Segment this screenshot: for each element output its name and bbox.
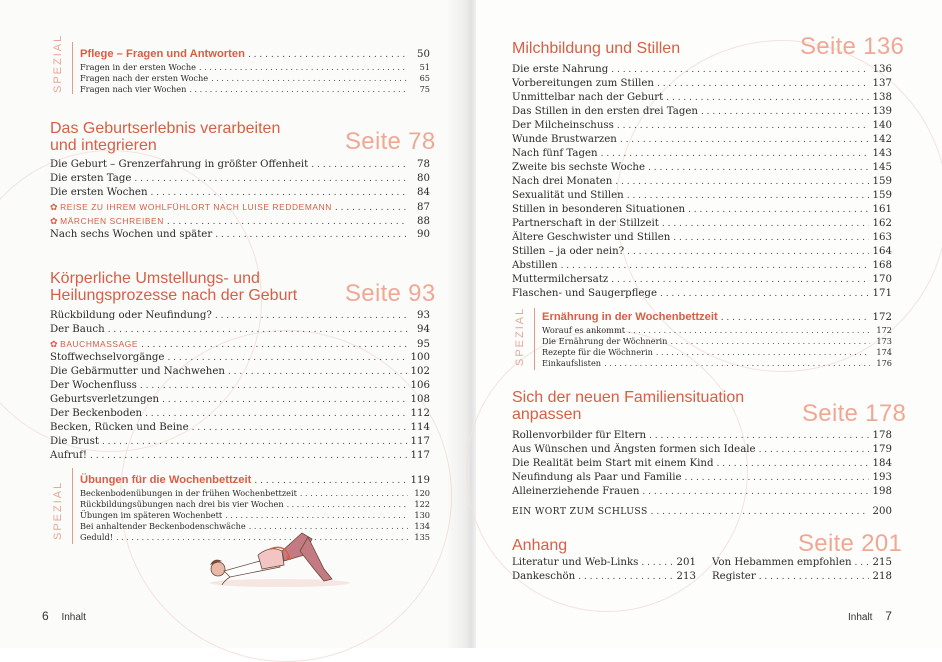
toc-entry[interactable]: Das Stillen in den ersten drei Tagen . . . 139 — [512, 105, 892, 119]
toc-entry[interactable]: Rückbildungsübungen nach drei bis vier Wochen . . . 122 — [80, 499, 430, 510]
right-page — [476, 0, 942, 648]
flower-icon: ✿ — [50, 216, 59, 226]
section-title-milchbildung: Milchbildung und Stillen — [512, 40, 681, 57]
toc-entry[interactable]: Nach fünf Tagen . . . 143 — [512, 147, 892, 161]
toc-entry[interactable]: Die ersten Wochen . . . 84 — [50, 186, 430, 200]
spezial-label: SPEZIAL — [52, 33, 64, 93]
section-milchbildung-toc — [512, 63, 892, 301]
toc-entry[interactable]: Übungen im späteren Wochenbett . . . 130 — [80, 510, 430, 521]
spezial-divider — [534, 308, 535, 370]
toc-entry[interactable]: Fragen nach vier Wochen . . . 75 — [80, 84, 430, 95]
toc-entry[interactable]: Bei anhaltender Beckenbodenschwäche . . . 134 — [80, 521, 430, 532]
section-title-geburtserlebnis: Das Geburtserlebnis verarbeiten und integrieren — [50, 120, 281, 154]
toc-entry[interactable]: Die Ernährung der Wöchnerin . . . 173 — [542, 336, 892, 347]
toc-entry[interactable]: Fragen in der ersten Woche . . . 51 — [80, 62, 430, 73]
section-title-anhang: Anhang — [512, 537, 568, 554]
toc-entry[interactable]: Flaschen- und Saugerpflege . . . 171 — [512, 287, 892, 301]
section-page-label: Seite 93 — [345, 280, 436, 307]
toc-entry[interactable]: Von Hebammen empfohlen . . . 215 — [712, 556, 892, 570]
toc-entry[interactable]: Vorbereitungen zum Stillen . . . 137 — [512, 77, 892, 91]
toc-entry[interactable]: Literatur und Web-Links . . . 201 — [512, 556, 696, 570]
toc-entry[interactable]: Der Bauch . . . 94 — [50, 323, 430, 337]
section-geburtserlebnis-toc — [50, 158, 430, 242]
toc-entry-uebungen[interactable]: Übungen für die Wochenbettzeit . . . 119 — [80, 472, 430, 488]
toc-entry[interactable]: Ältere Geschwister und Stillen . . . 163 — [512, 231, 892, 245]
toc-entry[interactable]: Geduld! . . . 135 — [80, 532, 430, 543]
toc-entry[interactable]: Zweite bis sechste Woche . . . 145 — [512, 161, 892, 175]
toc-entry[interactable]: Geburtsverletzungen . . . 108 — [50, 393, 430, 407]
spezial-divider — [72, 468, 73, 544]
toc-entry[interactable]: Becken, Rücken und Beine . . . 114 — [50, 421, 430, 435]
toc-entry[interactable]: Sexualität und Stillen . . . 159 — [512, 189, 892, 203]
page-footer-left: 6 Inhalt — [42, 609, 86, 623]
toc-entry[interactable]: Der Beckenboden . . . 112 — [50, 407, 430, 421]
toc-entry[interactable]: Die Realität beim Start mit einem Kind . . . 184 — [512, 457, 892, 471]
toc-entry-special[interactable]: ✿ BAUCHMASSAGE . . . 95 — [50, 337, 430, 351]
toc-entry[interactable]: Fragen nach der ersten Woche . . . 65 — [80, 73, 430, 84]
toc-entry[interactable]: Register . . . 218 — [712, 570, 892, 584]
toc-entry[interactable]: Aufruf! . . . 117 — [50, 449, 430, 463]
toc-entry[interactable]: Stillen in besonderen Situationen . . . 161 — [512, 203, 892, 217]
toc-entry[interactable]: Die ersten Tage . . . 80 — [50, 172, 430, 186]
spezial-label: SPEZIAL — [52, 480, 64, 540]
toc-entry[interactable]: Nach sechs Wochen und später . . . 90 — [50, 228, 430, 242]
toc-entry[interactable]: Beckenbodenübungen in der frühen Wochenbettzeit . . . 120 — [80, 488, 430, 499]
section-title-familiensituation: Sich der neuen Familiensituation anpassen — [512, 389, 745, 423]
toc-entry[interactable]: Partnerschaft in der Stillzeit . . . 162 — [512, 217, 892, 231]
toc-entry[interactable]: Die Brust . . . 117 — [50, 435, 430, 449]
toc-entry[interactable]: Abstillen . . . 168 — [512, 259, 892, 273]
toc-entry-special[interactable]: ✿ MÄRCHEN SCHREIBEN . . . 88 — [50, 214, 430, 228]
left-page — [0, 0, 468, 648]
section-umstellung-toc — [50, 309, 430, 463]
toc-entry[interactable]: Einkaufslisten . . . 176 — [542, 358, 892, 369]
page-footer-right: Inhalt 7 — [848, 609, 892, 623]
toc-entry[interactable]: Wunde Brustwarzen . . . 142 — [512, 133, 892, 147]
toc-entry[interactable]: Neufindung als Paar und Familie . . . 193 — [512, 471, 892, 485]
toc-entry-special[interactable]: ✿ REISE ZU IHREM WOHLFÜHLORT NACH LUISE REDDEMANN . . . 87 — [50, 200, 430, 214]
toc-entry-pflege[interactable]: Pflege – Fragen und Antworten . . . 50 — [80, 46, 430, 62]
toc-entry[interactable]: Rollenvorbilder für Eltern . . . 178 — [512, 429, 892, 443]
toc-entry[interactable]: Alleinerziehende Frauen . . . 198 — [512, 485, 892, 499]
section-page-label: Seite 201 — [798, 530, 903, 557]
section-familiensituation-toc — [512, 429, 892, 519]
toc-entry[interactable]: Stoffwechselvorgänge . . . 100 — [50, 351, 430, 365]
toc-entry[interactable]: Stillen – ja oder nein? . . . 164 — [512, 245, 892, 259]
toc-entry[interactable]: Die Geburt – Grenzerfahrung in größter Offenheit . . . 78 — [50, 158, 430, 172]
toc-entry[interactable]: Unmittelbar nach der Geburt . . . 138 — [512, 91, 892, 105]
section-page-label: Seite 178 — [802, 400, 907, 427]
toc-entry[interactable]: Rückbildung oder Neufindung? . . . 93 — [50, 309, 430, 323]
toc-entry[interactable]: Die erste Nahrung . . . 136 — [512, 63, 892, 77]
spezial-label: SPEZIAL — [514, 306, 526, 366]
toc-entry[interactable]: Muttermilchersatz . . . 170 — [512, 273, 892, 287]
section-page-label: Seite 136 — [800, 33, 905, 60]
toc-entry[interactable]: Dankeschön . . . 213 — [512, 570, 696, 584]
spezial-pflege-toc — [80, 46, 430, 95]
toc-entry-ernaehrung[interactable]: Ernährung in der Wochenbettzeit . . . 172 — [542, 309, 892, 325]
toc-entry[interactable]: Worauf es ankommt . . . 172 — [542, 325, 892, 336]
toc-entry[interactable]: Aus Wünschen und Ängsten formen sich Ideale . . . 179 — [512, 443, 892, 457]
toc-entry[interactable]: Rezepte für die Wöchnerin . . . 174 — [542, 347, 892, 358]
flower-icon: ✿ — [50, 202, 59, 212]
toc-entry-schluss[interactable]: EIN WORT ZUM SCHLUSS . . . 200 — [512, 505, 892, 519]
section-title-umstellung: Körperliche Umstellungs- und Heilungsprozesse nach der Geburt — [50, 270, 298, 304]
toc-entry[interactable]: Die Gebärmutter und Nachwehen . . . 102 — [50, 365, 430, 379]
spezial-divider — [72, 42, 73, 94]
toc-entry[interactable]: Der Milcheinschuss . . . 140 — [512, 119, 892, 133]
flower-icon: ✿ — [50, 339, 59, 349]
exercise-illustration — [200, 525, 350, 589]
toc-entry[interactable]: Nach drei Monaten . . . 159 — [512, 175, 892, 189]
anhang-toc-col2 — [712, 556, 892, 584]
section-page-label: Seite 78 — [345, 128, 436, 155]
toc-entry[interactable]: Der Wochenfluss . . . 106 — [50, 379, 430, 393]
anhang-toc-col1 — [512, 556, 696, 584]
spezial-ernaehrung-toc — [542, 309, 892, 369]
